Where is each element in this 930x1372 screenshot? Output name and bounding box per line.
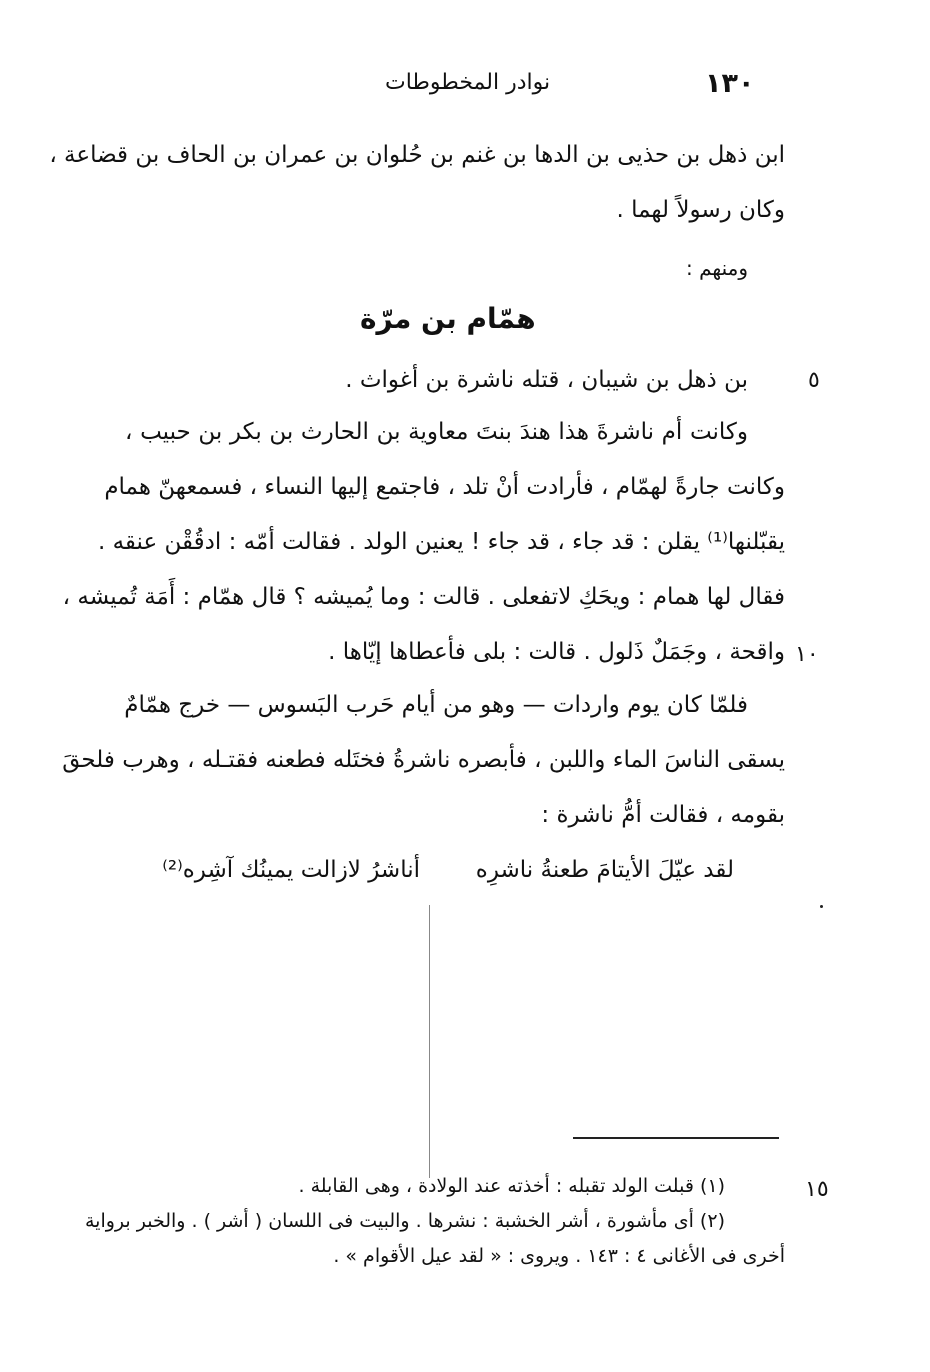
line-number-10: ١٠ xyxy=(795,642,819,667)
footnote-1: (١) قبلت الولد تقبله : أخذته عند الولادة ، وهى القابلة . xyxy=(298,1175,725,1197)
text-line-8: يقبّلنها⁽¹⁾ يقلن : قد جاء ، قد جاء ! يعنين الولد . فقالت أمّه : ادقُقْن عنقه . xyxy=(97,529,785,555)
footnote-2-line-1: (٢) أى مأشورة ، أشر الخشبة : نشرها . والبيت فى اللسان ( أشر ) . والخبر برواية xyxy=(84,1210,725,1232)
verse-hemistich-2: أناشرُ لازالت يمينُك آشِره⁽²⁾ xyxy=(162,857,420,883)
line-number-5: ٥ xyxy=(808,368,820,393)
text-line-5: بن ذهل بن شيبان ، قتله ناشرة بن أغواث . xyxy=(345,367,748,393)
footnote-separator xyxy=(573,1137,779,1139)
text-line-13: بقومه ، فقالت أمُّ ناشرة : xyxy=(541,802,785,828)
text-line-10: واقحة ، وجَمَلٌ ذَلول . قالت : بلى فأعطاها إيّاها . xyxy=(328,639,785,665)
print-speck xyxy=(820,905,823,908)
text-line-7: وكانت جارةً لهمّام ، فأرادت أنْ تلد ، فاجتمع إليها النساء ، فسمعهنّ همام xyxy=(104,474,785,500)
gutter-line xyxy=(429,905,430,1178)
text-line-11: فلمّا كان يوم واردات — وهو من أيام حَرب البَسوس — خرج همّامٌ xyxy=(124,692,748,718)
text-line-2: وكان رسولاً لهما . xyxy=(616,197,785,223)
text-line-12: يسقى الناسَ الماء واللبن ، فأبصره ناشرةُ فختَله فطعنه فقتـله ، وهرب فلحقَ xyxy=(62,747,785,773)
running-title: نوادر المخطوطات xyxy=(385,70,551,95)
text-line-9: فقال لها همام : ويحَكِ لاتفعلى . قالت : وما يُميشه ؟ قال همّام : أَمَة تُميشه ، xyxy=(62,584,785,610)
text-line-6: وكانت أم ناشرةَ هذا هندَ بنتَ معاوية بن الحارث بن بكر بن حبيب ، xyxy=(125,419,748,445)
verse-hemistich-1: لقد عيّلَ الأيتامَ طعنةُ ناشرِه xyxy=(475,857,734,883)
section-heading: همّام بن مرّة xyxy=(360,302,536,335)
text-line-1: ابن ذهل بن حذيى بن الدها بن غنم بن حُلوان بن عمران بن الحاف بن قضاعة ، xyxy=(49,142,785,168)
footnote-2-line-2: أخرى فى الأغانى ٤ : ١٤٣ . ويروى : « لقد عيل الأقوام » . xyxy=(333,1245,785,1267)
page-number: ١٣٠ xyxy=(705,68,755,99)
line-number-15: ١٥ xyxy=(805,1177,829,1202)
text-line-3: ومنهم : xyxy=(685,256,748,280)
